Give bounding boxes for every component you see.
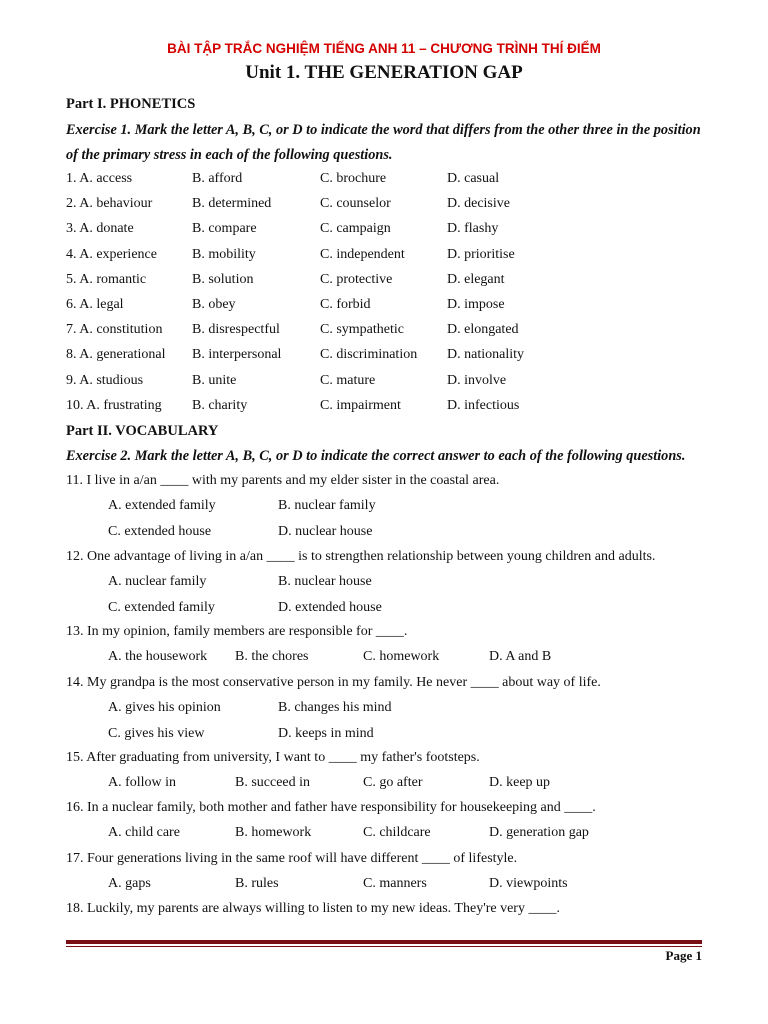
question-stem: 17. Four generations living in the same roof will have different ____ of lifestyle.: [66, 851, 518, 866]
part2-heading: Part II. VOCABULARY: [66, 423, 219, 439]
phonetics-option: B. interpersonal: [192, 347, 282, 363]
answer-option: A. extended family: [108, 498, 216, 513]
part1-heading: Part I. PHONETICS: [66, 96, 196, 112]
answer-option: D. extended house: [278, 599, 382, 615]
question-stem: 15. After graduating from university, I want to ____ my father's footsteps.: [66, 750, 480, 765]
page-number: Page 1: [665, 948, 702, 963]
answer-option: A. the housework: [108, 649, 208, 664]
phonetics-option: D. involve: [447, 372, 507, 388]
answer-option: C. manners: [363, 876, 427, 891]
phonetics-option: B. mobility: [192, 246, 256, 262]
phonetics-option: D. flashy: [447, 221, 499, 237]
question-stem: 12. One advantage of living in a/an ____ is to strengthen relationship between young children and adults.: [66, 549, 656, 564]
answer-option: C. childcare: [363, 825, 431, 840]
page-title: Unit 1. THE GENERATION GAP: [245, 62, 523, 83]
question-stem: 13. In my opinion, family members are responsible for ____.: [66, 624, 408, 639]
question-stem: 14. My grandpa is the most conservative person in my family. He never ____ about way of life.: [66, 675, 601, 690]
footer-rule-thin: [66, 946, 702, 947]
answer-option: A. nuclear family: [108, 574, 207, 589]
phonetics-option: 6. A. legal: [66, 297, 124, 312]
answer-option: D. viewpoints: [489, 876, 568, 891]
phonetics-option: 10. A. frustrating: [66, 397, 162, 413]
phonetics-option: B. determined: [192, 196, 272, 212]
answer-option: D. nuclear house: [278, 523, 373, 539]
phonetics-option: D. elegant: [447, 271, 505, 287]
phonetics-option: B. charity: [192, 397, 248, 413]
question-stem: 16. In a nuclear family, both mother and father have responsibility for housekeeping and ____.: [66, 800, 596, 815]
answer-option: B. the chores: [235, 649, 309, 664]
phonetics-option: C. mature: [320, 372, 376, 388]
answer-option: D. generation gap: [489, 825, 589, 840]
phonetics-option: 3. A. donate: [66, 221, 134, 237]
phonetics-option: C. forbid: [320, 297, 371, 312]
phonetics-option: C. campaign: [320, 221, 391, 237]
phonetics-option: B. obey: [192, 297, 236, 312]
question-stem: 11. I live in a/an ____ with my parents and my elder sister in the coastal area.: [66, 473, 500, 488]
phonetics-option: B. solution: [192, 271, 254, 287]
answer-option: D. A and B: [489, 649, 552, 664]
phonetics-option: C. impairment: [320, 397, 401, 413]
answer-option: B. homework: [235, 825, 312, 840]
phonetics-option: D. infectious: [447, 397, 520, 413]
phonetics-option: C. brochure: [320, 171, 387, 186]
answer-option: C. go after: [363, 775, 423, 790]
exercise2-instruction: Exercise 2. Mark the letter A, B, C, or D to indicate the correct answer to each of the following questions.: [66, 448, 686, 464]
footer-rule: [66, 940, 702, 944]
answer-option: B. nuclear house: [278, 574, 372, 589]
answer-option: D. keeps in mind: [278, 725, 374, 741]
phonetics-option: C. protective: [320, 271, 393, 287]
phonetics-option: C. independent: [320, 246, 405, 262]
answer-option: C. extended family: [108, 599, 215, 615]
phonetics-option: D. decisive: [447, 196, 510, 212]
answer-option: A. gives his opinion: [108, 700, 221, 715]
phonetics-option: C. discrimination: [320, 347, 418, 363]
answer-option: B. succeed in: [235, 775, 311, 790]
phonetics-option: B. unite: [192, 372, 237, 388]
answer-option: D. keep up: [489, 775, 551, 790]
phonetics-option: B. disrespectful: [192, 322, 280, 338]
answer-option: B. changes his mind: [278, 700, 392, 715]
phonetics-option: 7. A. constitution: [66, 322, 163, 338]
answer-option: A. gaps: [108, 876, 151, 891]
phonetics-option: 8. A. generational: [66, 347, 166, 363]
answer-option: C. gives his view: [108, 725, 205, 741]
question-stem: 18. Luckily, my parents are always willing to listen to my new ideas. They're very ____.: [66, 901, 560, 916]
exercise1-instruction-cont: of the primary stress in each of the following questions.: [66, 147, 393, 163]
phonetics-option: D. nationality: [447, 347, 524, 363]
phonetics-option: D. casual: [447, 171, 500, 186]
answer-option: C. homework: [363, 649, 440, 664]
phonetics-option: D. impose: [447, 297, 505, 312]
phonetics-option: B. compare: [192, 221, 257, 237]
phonetics-option: 2. A. behaviour: [66, 196, 153, 212]
phonetics-option: 5. A. romantic: [66, 271, 147, 287]
phonetics-option: C. sympathetic: [320, 322, 404, 338]
answer-option: C. extended house: [108, 523, 212, 539]
phonetics-option: D. elongated: [447, 322, 519, 338]
phonetics-option: B. afford: [192, 171, 243, 186]
answer-option: B. rules: [235, 876, 279, 891]
phonetics-option: 4. A. experience: [66, 246, 157, 262]
page-header: BÀI TẬP TRẮC NGHIỆM TIẾNG ANH 11 – CHƯƠNG TRÌNH THÍ ĐIỂM: [167, 41, 601, 56]
phonetics-option: C. counselor: [320, 196, 391, 212]
phonetics-option: 1. A. access: [66, 171, 133, 186]
exercise1-instruction: Exercise 1. Mark the letter A, B, C, or D to indicate the word that differs from the other three in the position: [66, 122, 701, 138]
phonetics-option: D. prioritise: [447, 246, 515, 262]
answer-option: B. nuclear family: [278, 498, 376, 513]
answer-option: A. child care: [108, 825, 180, 840]
phonetics-option: 9. A. studious: [66, 372, 144, 388]
answer-option: A. follow in: [108, 775, 177, 790]
